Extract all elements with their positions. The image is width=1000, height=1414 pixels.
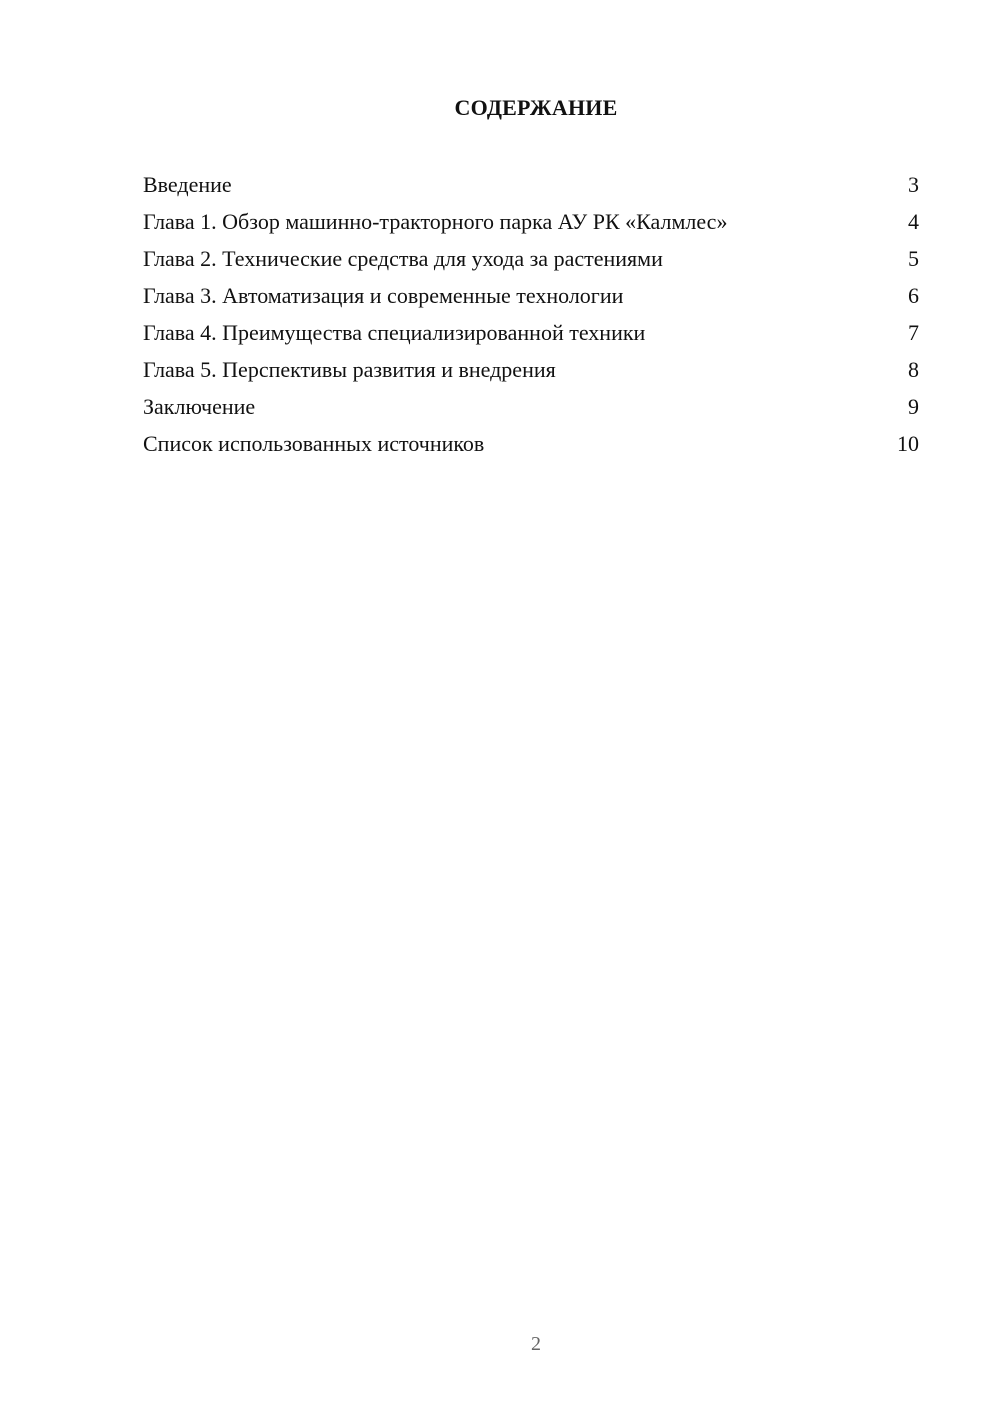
toc-entry-label: Глава 4. Преимущества специализированной техники [143, 320, 646, 345]
toc-entry-page: 3 [908, 172, 919, 197]
toc-entry-label: Глава 1. Обзор машинно-тракторного парка АУ РК «Калмлес» [143, 209, 728, 234]
toc-entry-label: Заключение [143, 394, 256, 419]
toc-entry-page: 10 [897, 431, 919, 456]
toc-entry-chapter-3 [143, 279, 919, 316]
table-of-contents [143, 168, 919, 464]
toc-entry-chapter-4 [143, 316, 919, 353]
toc-entry-page: 4 [908, 209, 919, 234]
toc-entry-chapter-1 [143, 205, 919, 242]
toc-entry-label: Глава 2. Технические средства для ухода за растениями [143, 246, 663, 271]
toc-entry-label: Введение [143, 172, 232, 197]
toc-entry-page: 9 [908, 394, 919, 419]
toc-entry-page: 5 [908, 246, 919, 271]
toc-entry-references [143, 427, 919, 464]
page-title: СОДЕРЖАНИЕ [454, 95, 618, 120]
toc-entry-chapter-2 [143, 242, 919, 279]
toc-entry-page: 7 [908, 320, 919, 345]
toc-entry-conclusion [143, 390, 919, 427]
toc-entry-page: 6 [908, 283, 919, 308]
toc-entry-page: 8 [908, 357, 919, 382]
toc-entry-chapter-5 [143, 353, 919, 390]
toc-entry-label: Глава 3. Автоматизация и современные технологии [143, 283, 624, 308]
toc-entry-label: Глава 5. Перспективы развития и внедрения [143, 357, 556, 382]
toc-entry-introduction [143, 168, 919, 205]
toc-entry-label: Список использованных источников [143, 431, 485, 456]
page-number: 2 [531, 1333, 541, 1355]
